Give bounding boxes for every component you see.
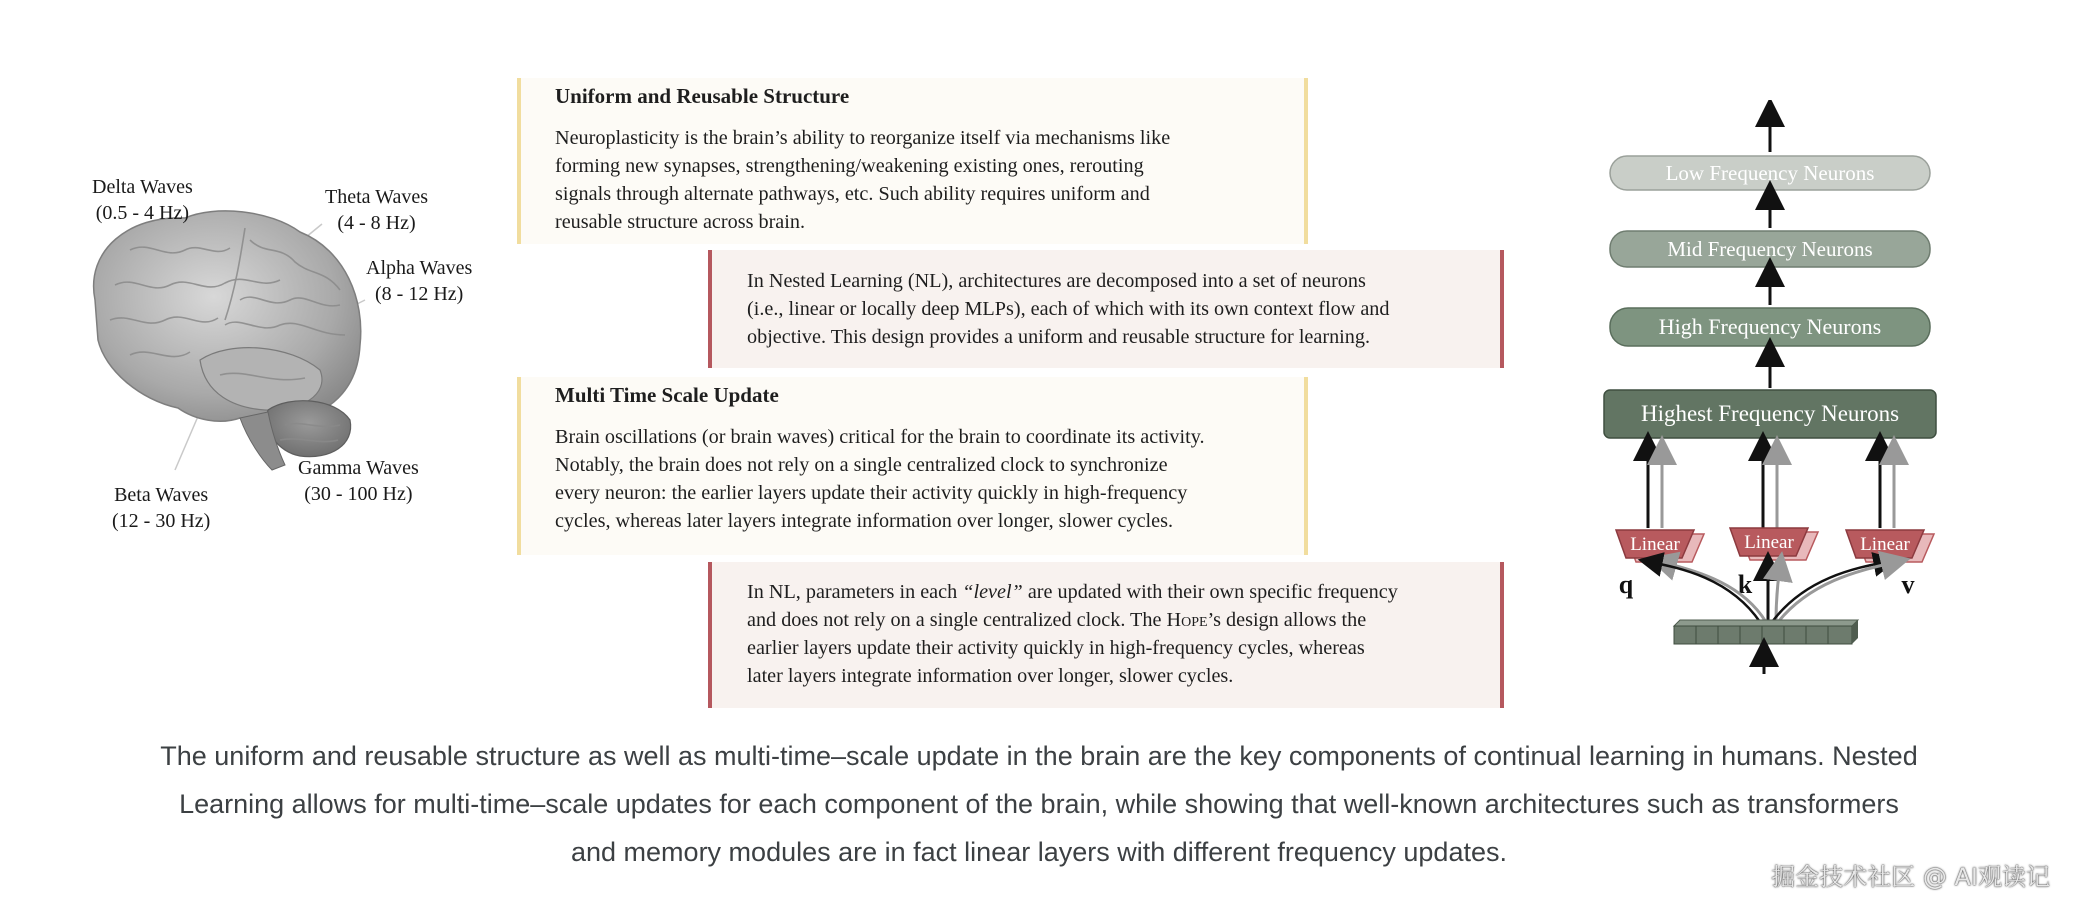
linear-v-label: Linear xyxy=(1860,534,1910,555)
alpha-waves-label: Alpha Waves (8 - 12 Hz) xyxy=(366,257,473,305)
figure-caption xyxy=(40,732,2038,876)
watermark: 掘金技术社区 @ AI观读记 xyxy=(1771,863,2050,891)
mid-frequency-label: Mid Frequency Neurons xyxy=(1667,237,1873,261)
caption-line-1: The uniform and reusable structure as well as multi-time–scale update in the brain are the key components of continual learning in humans. Nested xyxy=(160,741,1918,771)
uniform-structure-text: Neuroplasticity is the brain’s ability to reorganize itself via mechanisms like forming new synapses, strengthening/weakening existing ones, rerouting signals through alternate pathways, etc. Such ability requires uniform and reusable structure across brain. xyxy=(555,127,1171,233)
low-frequency-label: Low Frequency Neurons xyxy=(1665,161,1875,185)
gamma-waves-label: Gamma Waves (30 - 100 Hz) xyxy=(298,457,419,505)
caption-line-3: and memory modules are in fact linear layers with different frequency updates. xyxy=(571,837,1507,867)
multiscale-title: Multi Time Scale Update xyxy=(555,383,779,407)
linear-k-label: Linear xyxy=(1744,532,1794,553)
q-label: q xyxy=(1618,570,1634,599)
multiscale-panel xyxy=(517,377,1308,555)
caption-line-2: Learning allows for multi-time–scale updates for each component of the brain, while showing that well-known architectures such as transformers xyxy=(179,789,1899,819)
nl-uniform-panel xyxy=(708,250,1504,368)
v-label: v xyxy=(1901,570,1915,599)
uniform-structure-title: Uniform and Reusable Structure xyxy=(555,84,850,108)
nl-multiscale-text: In NL, parameters in each “level” are updated with their own specific frequency and does not rely on a single centralized clock. The Hope’s design allows the earlier layers update their activity quickly in high-frequency cycles, whereas later layers integrate information over longer, slower cycles. xyxy=(747,581,1398,687)
nl-multiscale-panel xyxy=(708,562,1504,708)
delta-waves-label: Delta Waves (0.5 - 4 Hz) xyxy=(92,176,193,224)
input-to-linear-arrows xyxy=(1650,562,1896,622)
highest-frequency-label: Highest Frequency Neurons xyxy=(1640,401,1900,426)
linear-v xyxy=(1846,530,1934,562)
brain-figure xyxy=(0,0,520,600)
input-tokens xyxy=(1674,620,1858,644)
nl-uniform-text: In Nested Learning (NL), architectures are decomposed into a set of neurons (i.e., linear or locally deep MLPs), each of which with its own context flow and objective. This design provides a uniform and reusable structure for learning. xyxy=(747,270,1390,348)
nested-architecture-diagram xyxy=(1590,100,1970,700)
beta-waves-label: Beta Waves (12 - 30 Hz) xyxy=(112,484,211,532)
linear-k xyxy=(1730,528,1818,560)
linear-to-neuron-arrows xyxy=(1648,446,1894,528)
theta-waves-label: Theta Waves (4 - 8 Hz) xyxy=(325,186,428,234)
high-frequency-label: High Frequency Neurons xyxy=(1658,314,1882,339)
k-label: k xyxy=(1737,570,1753,599)
multiscale-text: Brain oscillations (or brain waves) critical for the brain to coordinate its activity. Notably, the brain does not rely on a single centralized clock to synchronize every neuron: the earlier layers update their activity quickly in high-frequency cycles, whereas later layers integrate information over longer, slower cycles. xyxy=(555,426,1205,532)
linear-q xyxy=(1616,530,1704,562)
linear-q-label: Linear xyxy=(1630,534,1680,555)
uniform-structure-panel xyxy=(517,78,1308,244)
